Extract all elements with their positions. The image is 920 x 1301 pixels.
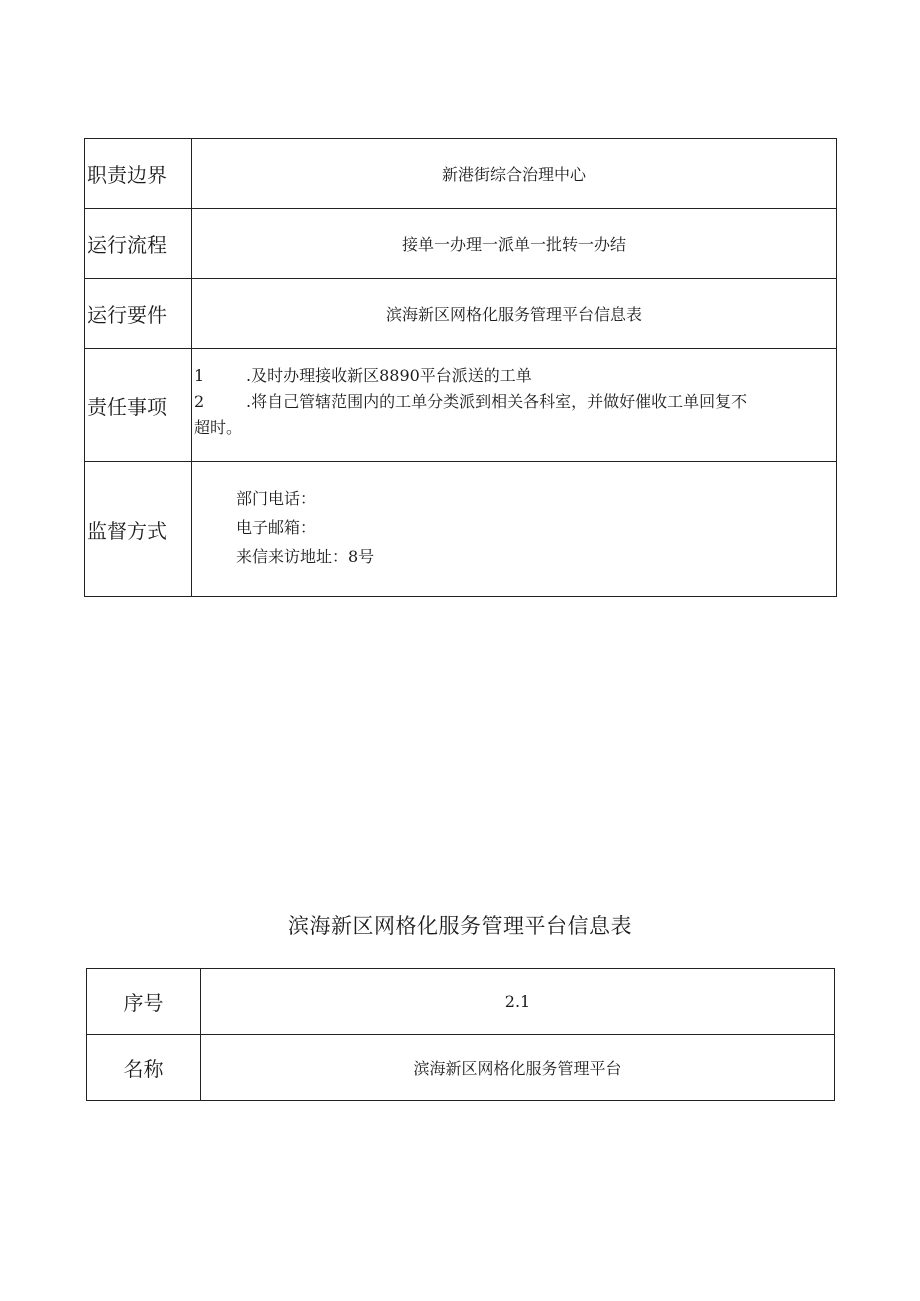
row-label-responsibility: 责任事项: [85, 349, 192, 462]
responsibility-item: 2 .将自己管辖范围内的工单分类派到相关各科室，并做好催收工单回复不: [194, 392, 748, 411]
responsibility-continuation: 超时。: [194, 418, 243, 437]
row-label-serial: 序号: [87, 969, 201, 1035]
supervision-phone: 部门电话：: [236, 488, 317, 508]
row-label-supervision: 监督方式: [85, 462, 192, 597]
supervision-cell: [192, 462, 837, 597]
table-row: [85, 139, 837, 209]
table-row: [87, 969, 835, 1035]
platform-info-table: [86, 968, 835, 1101]
row-label-requirements: 运行要件: [85, 279, 192, 349]
table-row: [85, 279, 837, 349]
responsibility-item: 1 .及时办理接收新区8890平台派送的工单: [194, 366, 532, 385]
responsibility-cell: [192, 349, 837, 462]
table-row: [87, 1035, 835, 1101]
duty-info-table: [84, 138, 837, 597]
supervision-address: 来信来访地址：8号: [236, 546, 375, 566]
row-value-duty-boundary: 新港街综合治理中心: [192, 139, 837, 209]
table-row: [85, 349, 837, 462]
platform-table-title: 滨海新区网格化服务管理平台信息表: [288, 914, 632, 938]
row-label-duty-boundary: 职责边界: [85, 139, 192, 209]
row-label-name: 名称: [87, 1035, 201, 1101]
row-value-process: 接单一办理一派单一批转一办结: [192, 209, 837, 279]
row-value-name: 滨海新区网格化服务管理平台: [201, 1035, 835, 1101]
row-value-requirements: 滨海新区网格化服务管理平台信息表: [192, 279, 837, 349]
table-row: [85, 209, 837, 279]
supervision-email: 电子邮箱：: [236, 517, 317, 537]
table-row: [85, 462, 837, 597]
row-value-serial: 2.1: [201, 969, 835, 1035]
row-label-process: 运行流程: [85, 209, 192, 279]
